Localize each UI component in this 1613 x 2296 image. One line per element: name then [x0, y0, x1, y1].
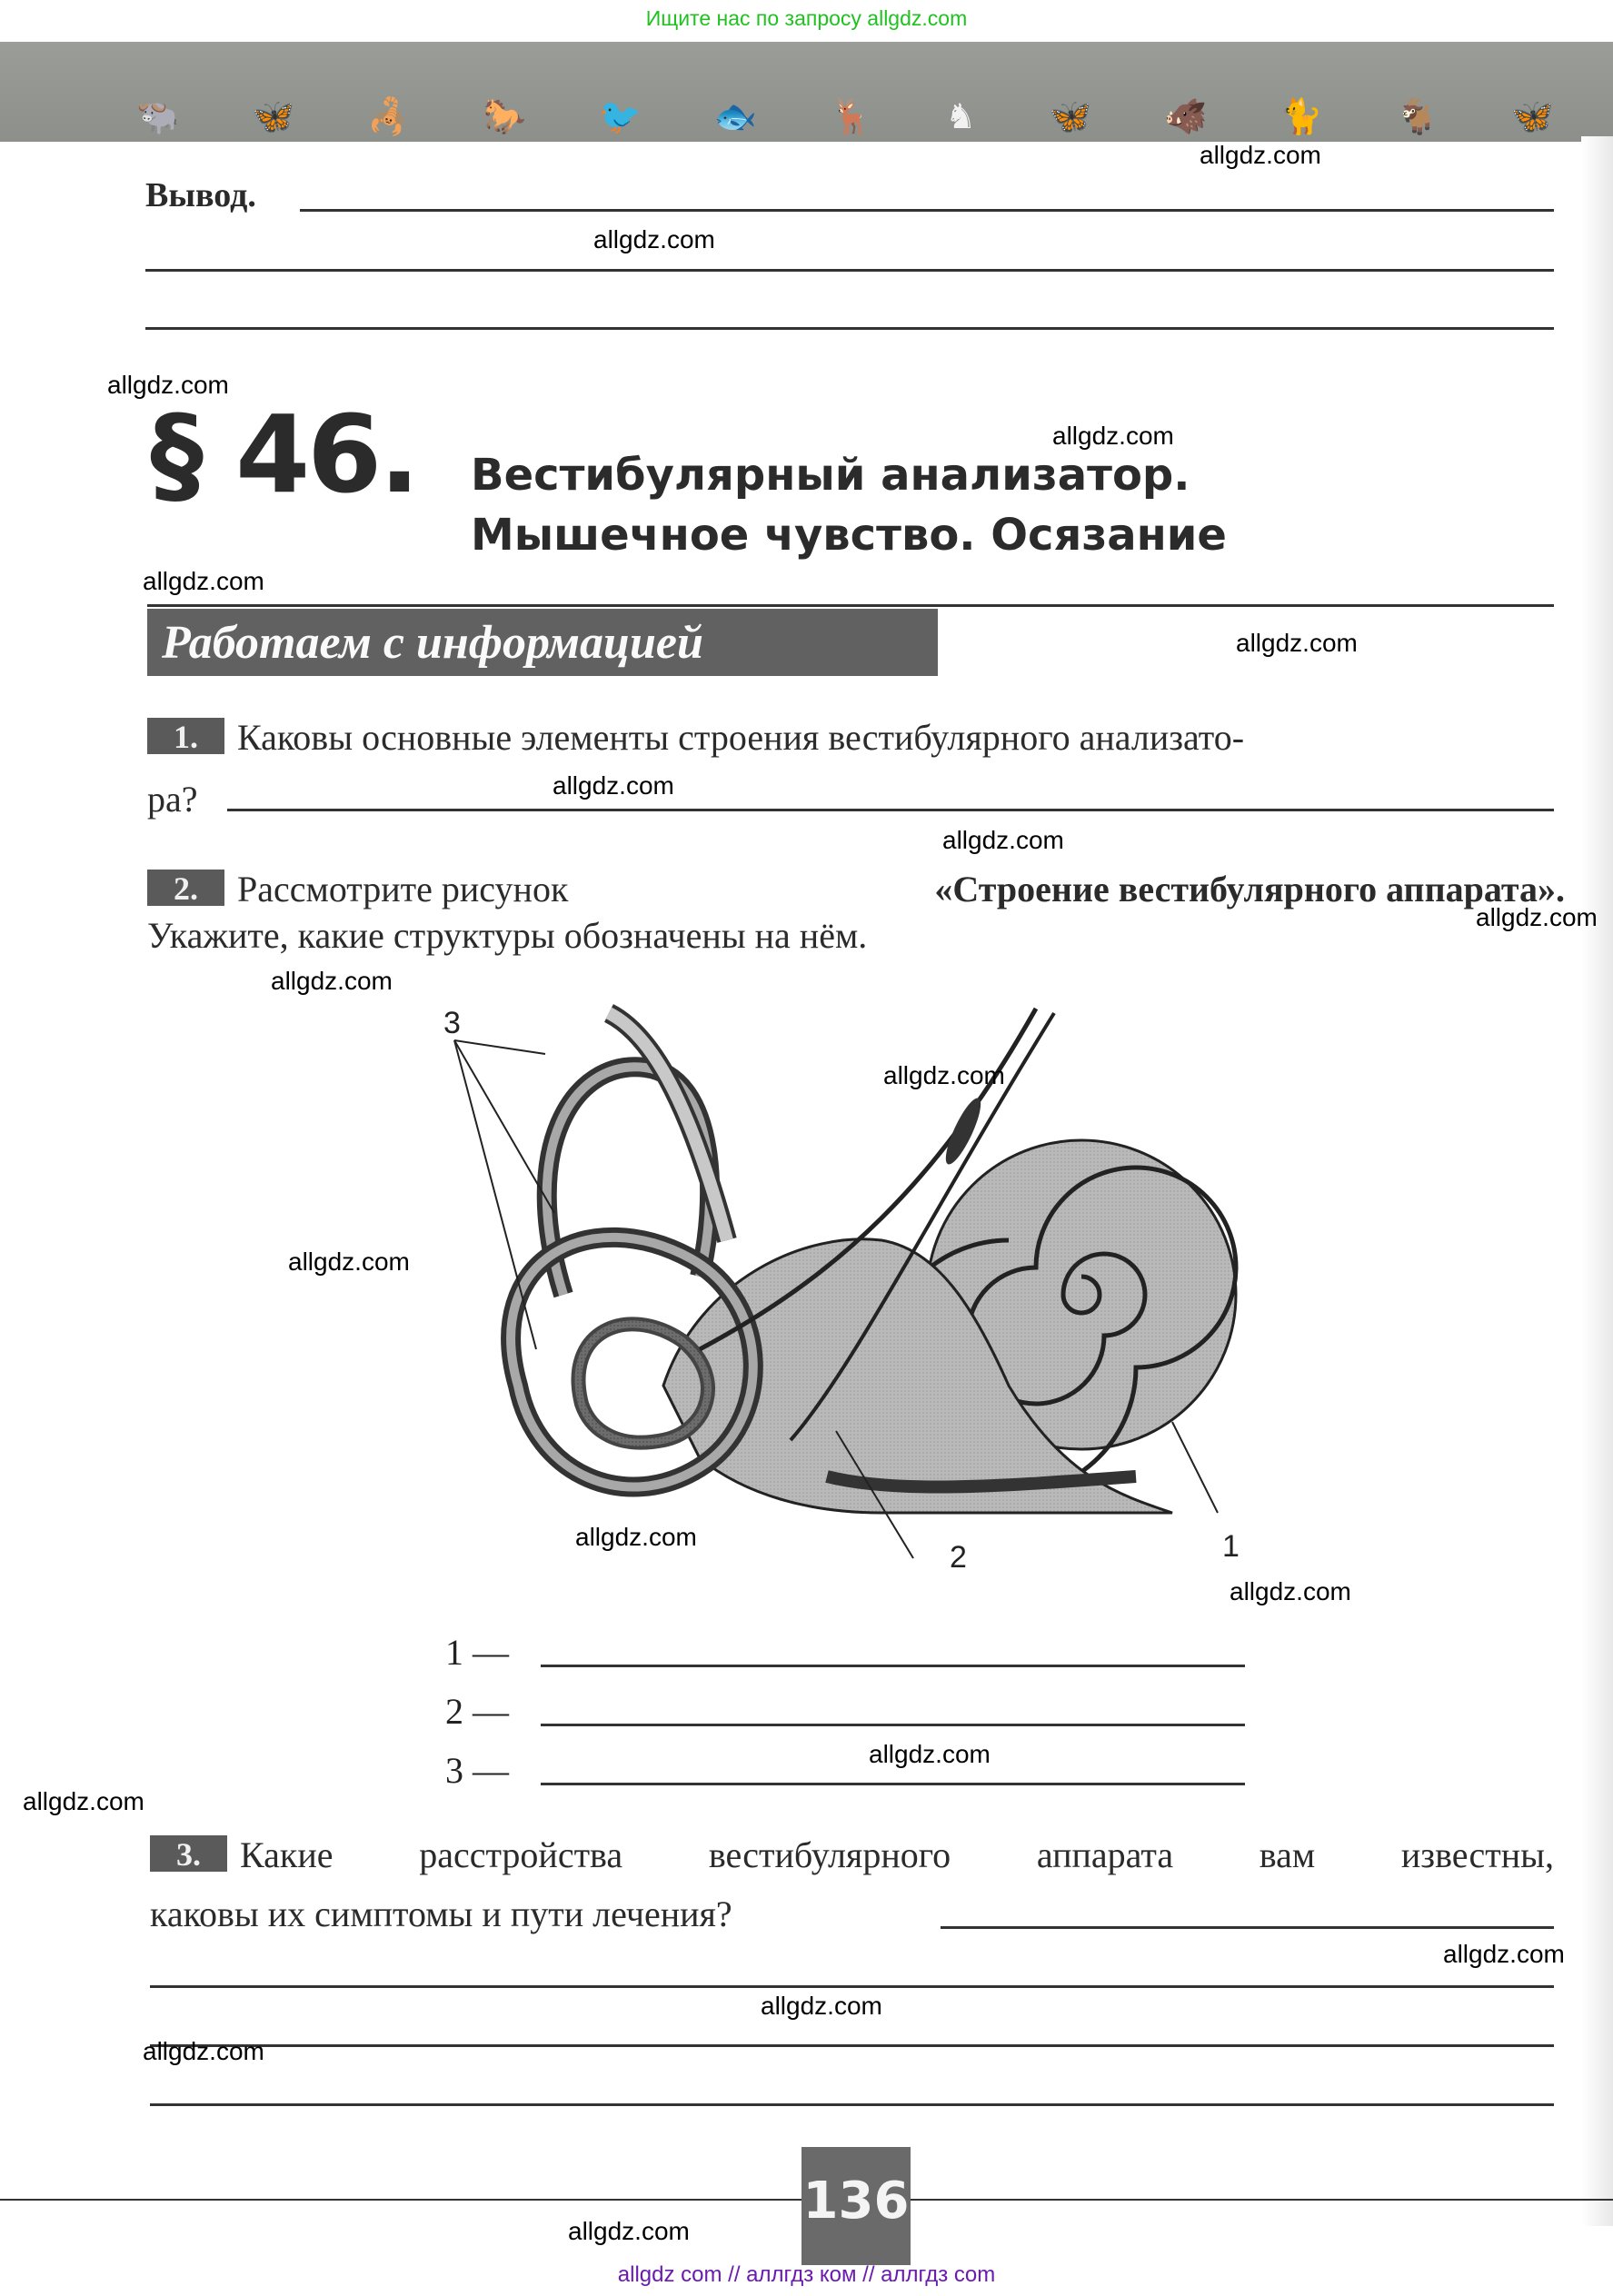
task-1-answer-line[interactable]: [227, 809, 1554, 811]
watermark: allgdz.com: [553, 771, 674, 800]
task-number-badge: 2.: [147, 870, 224, 906]
task-3-text-line-1: Какие расстройства вестибулярного аппарата вам известны,: [240, 1834, 1554, 1875]
task-3-answer-line-3[interactable]: [150, 2044, 1554, 2047]
cat-icon: 🐈: [1279, 96, 1323, 136]
watermark: allgdz.com: [23, 1787, 144, 1815]
diagram-label-3: 3: [443, 1006, 461, 1040]
diagram-label-1: 1: [1222, 1529, 1240, 1564]
conclusion-line-1[interactable]: [300, 209, 1554, 212]
task-2-text-line-2: Укажите, какие структуры обозначены на нём.: [147, 915, 868, 956]
bottom-banner: allgdz com // аллгдз ком // аллгдз com: [617, 2262, 996, 2287]
watermark: allgdz.com: [143, 2037, 264, 2065]
paragraph-number: § 46.: [150, 392, 418, 517]
answer-label-1: 1 —: [445, 1632, 509, 1673]
task-number-badge: 1.: [147, 718, 224, 754]
answer-label-3: 3 —: [445, 1750, 509, 1791]
watermark: allgdz.com: [575, 1523, 697, 1551]
answer-line-1[interactable]: [541, 1665, 1245, 1667]
task-3: [150, 1835, 1554, 1875]
watermark: allgdz.com: [1230, 1577, 1351, 1605]
watermark: allgdz.com: [271, 967, 393, 995]
watermark: allgdz.com: [942, 826, 1064, 854]
task-3-answer-line-1[interactable]: [941, 1926, 1554, 1929]
watermark: allgdz.com: [568, 2217, 690, 2245]
butterfly-icon: 🦋: [252, 96, 295, 136]
page-number: 136: [802, 2172, 910, 2231]
task-2-figure-title: «Строение вестибулярного аппарата».: [934, 869, 1565, 909]
task-1-text-line-2: ра?: [147, 779, 198, 820]
watermark: allgdz.com: [143, 567, 264, 595]
answer-line-2[interactable]: [541, 1724, 1245, 1726]
page-edge-shadow: [1581, 136, 1613, 2226]
paragraph-title-line-1: Вестибулярный анализатор.: [471, 450, 1190, 501]
conclusion-label: Вывод.: [145, 176, 256, 214]
paragraph-title-line-2: Мышечное чувство. Осязание: [471, 510, 1227, 561]
watermark: allgdz.com: [107, 371, 229, 399]
conclusion-line-2[interactable]: [145, 269, 1554, 272]
butterfly-icon: 🦋: [1510, 96, 1554, 136]
top-banner: Ищите нас по запросу allgdz.com: [645, 6, 968, 30]
watermark: allgdz.com: [593, 225, 715, 253]
animal-silhouettes: [136, 91, 1554, 136]
watermark: allgdz.com: [1443, 1940, 1565, 1968]
paragraph-title: [471, 445, 1227, 565]
watermark: allgdz.com: [869, 1740, 991, 1768]
conclusion-line-3[interactable]: [145, 327, 1554, 330]
task-3-text-line-2: каковы их симптомы и пути лечения?: [150, 1893, 732, 1934]
task-1: [147, 718, 1565, 758]
task-number-badge: 3.: [150, 1835, 227, 1872]
bird-icon: 🐦: [598, 96, 642, 136]
answer-label-2: 2 —: [445, 1691, 509, 1732]
seahorse-icon: ♞: [945, 96, 977, 136]
watermark: allgdz.com: [1200, 141, 1321, 169]
vestibular-apparatus-diagram: [427, 1004, 1263, 1585]
watermark: allgdz.com: [288, 1247, 410, 1276]
scorpion-icon: 🦂: [367, 96, 411, 136]
bison-icon: 🐃: [136, 96, 180, 136]
watermark: allgdz.com: [1052, 422, 1174, 450]
horse-icon: 🐎: [483, 96, 526, 136]
goat-icon: 🐐: [1395, 96, 1439, 136]
fish-icon: 🐟: [713, 96, 758, 136]
watermark: allgdz.com: [883, 1061, 1005, 1089]
task-2: [147, 870, 1565, 909]
task-3-answer-line-2[interactable]: [150, 1985, 1554, 1988]
answer-line-3[interactable]: [541, 1783, 1245, 1785]
diagram-label-2: 2: [950, 1540, 967, 1575]
watermark: allgdz.com: [1236, 629, 1358, 657]
section-divider: [147, 604, 1554, 607]
task-3-answer-line-4[interactable]: [150, 2103, 1554, 2106]
antelope-icon: 🦌: [829, 96, 873, 136]
moth-icon: 🦋: [1049, 96, 1092, 136]
task-2-text-plain: Рассмотрите рисунок: [237, 869, 569, 909]
watermark: allgdz.com: [1476, 903, 1598, 931]
boar-icon: 🐗: [1164, 96, 1208, 136]
section-title: Работаем с информацией: [162, 617, 703, 669]
task-1-text-line-1: Каковы основные элементы строения вестибулярного анализато-: [237, 717, 1245, 758]
watermark: allgdz.com: [761, 1992, 882, 2020]
